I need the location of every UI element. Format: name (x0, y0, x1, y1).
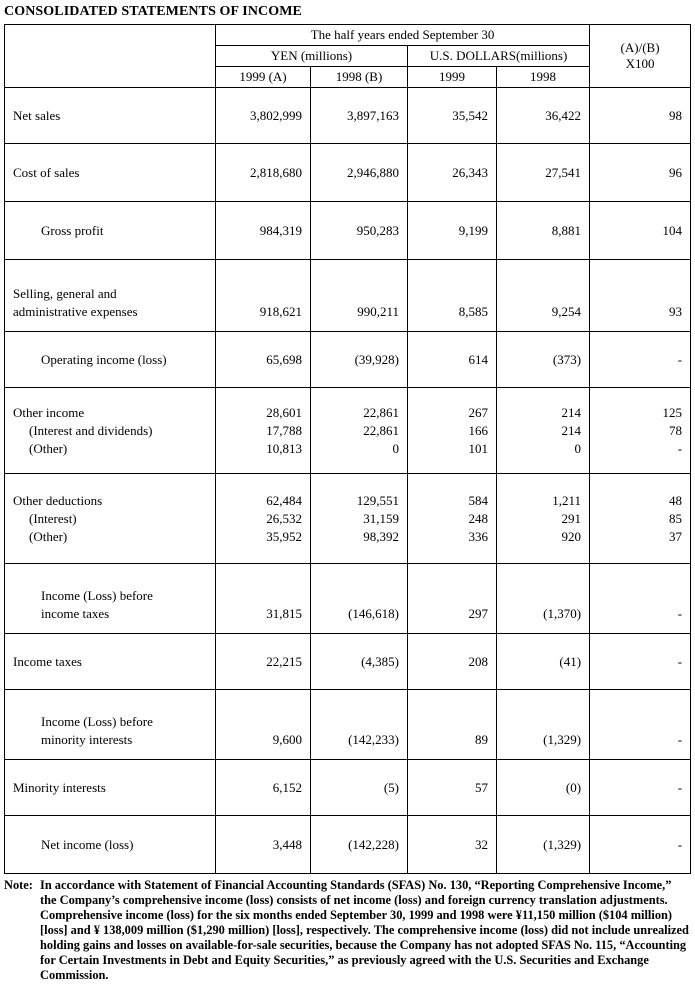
cell-yen1998 (311, 690, 408, 760)
cell-usd1998 (497, 474, 590, 564)
cell-value: 65,698 (266, 351, 302, 367)
cell-value: - (677, 440, 683, 456)
cell-ratio (590, 690, 691, 760)
cell-value: 26,532 (266, 510, 302, 526)
header-col-1998: 1998 (497, 67, 590, 88)
cell-value: 35,952 (266, 528, 302, 544)
cell-value: (0) (565, 779, 582, 795)
cell-usd1999 (408, 690, 497, 760)
table-row (5, 202, 691, 260)
cell-yen1998 (311, 202, 408, 260)
statement-title: CONSOLIDATED STATEMENTS OF INCOME (4, 4, 302, 19)
cell-value: 31,159 (363, 510, 399, 526)
cell-value: - (677, 606, 683, 621)
cell-value: 48 (669, 492, 683, 508)
table-row (5, 634, 691, 690)
cell-yen1998 (311, 760, 408, 816)
row-label-line: Minority interests (13, 779, 106, 795)
row-label-line: administrative expenses (13, 304, 138, 319)
table-row (5, 388, 691, 474)
row-label-line: Net income (loss) (41, 836, 134, 852)
cell-yen1999 (216, 202, 311, 260)
cell-ratio (590, 760, 691, 816)
cell-value: 214 (561, 422, 582, 438)
cell-yen1999 (216, 144, 311, 202)
row-label (5, 634, 216, 690)
header-yen: YEN (millions) (216, 46, 408, 67)
cell-value: 28,601 (266, 404, 302, 420)
cell-usd1999 (408, 474, 497, 564)
row-label-line: (Interest) (29, 510, 77, 526)
cell-value: 22,215 (266, 653, 302, 669)
cell-value: - (677, 779, 683, 795)
cell-value: 9,600 (272, 732, 302, 747)
cell-value: - (677, 732, 683, 747)
row-label-line: minority interests (41, 732, 133, 747)
cell-value: 166 (468, 422, 488, 438)
cell-value: 6,152 (272, 779, 302, 795)
cell-usd1998 (497, 88, 590, 144)
cell-value: 31,815 (266, 606, 302, 621)
footnote (4, 878, 690, 983)
cell-value: 93 (669, 304, 683, 319)
cell-value: 85 (669, 510, 683, 526)
row-label (5, 144, 216, 202)
row-label-line: Income (Loss) before (41, 588, 153, 603)
row-label-line: Other deductions (13, 492, 103, 508)
row-label (5, 760, 216, 816)
cell-yen1998 (311, 144, 408, 202)
row-label-line: Income taxes (13, 653, 82, 669)
cell-ratio (590, 144, 691, 202)
row-label-line: Income (Loss) before (41, 714, 153, 729)
cell-value: 2,818,680 (250, 164, 302, 180)
header-ratio-line2: X100 (625, 56, 655, 71)
cell-yen1999 (216, 634, 311, 690)
table-row (5, 690, 691, 760)
cell-ratio (590, 634, 691, 690)
cell-value: 22,861 (363, 404, 399, 420)
cell-value: - (677, 351, 683, 367)
header-usd: U.S. DOLLARS(millions) (408, 46, 590, 67)
cell-usd1999 (408, 144, 497, 202)
cell-ratio (590, 816, 691, 874)
cell-value: 17,788 (266, 422, 302, 438)
row-label (5, 564, 216, 634)
cell-value: 9,254 (551, 304, 582, 319)
cell-value: 8,881 (551, 222, 582, 238)
cell-value: 2,946,880 (347, 164, 399, 180)
table-row (5, 474, 691, 564)
cell-value: 98 (669, 107, 683, 123)
cell-value: (142,228) (348, 836, 399, 852)
header-period: The half years ended September 30 (216, 25, 590, 46)
cell-value: 37 (669, 528, 683, 544)
cell-value: 990,211 (357, 304, 399, 319)
cell-value: 208 (468, 653, 488, 669)
cell-value: - (677, 836, 683, 852)
footnote-text: In accordance with Statement of Financial Accounting Standards (SFAS) No. 130, “Reporting Comprehensive Income,” the Company’s comprehensive income (loss) consists of net income (loss) and foreign currency translation adjustments. Comprehensive income (loss) for the six months ended September 30, 1999 and 1998 were ¥11,150 million ($104 million) [loss] and ¥ 138,009 million ($1,290 million) [loss], respectively. The comprehensive income (loss) did not include unrealized holding gains and losses on available-for-sale securities, because the Company has not adopted SFAS No. 115, “Accounting for Certain Investments in Debt and Equity Securities,” as previously agreed with the U.S. Securities and Exchange Commission. (40, 878, 689, 982)
table-row (5, 564, 691, 634)
footnote-lead: Note: (4, 878, 33, 892)
cell-yen1998 (311, 634, 408, 690)
cell-usd1998 (497, 388, 590, 474)
cell-value: 248 (468, 510, 488, 526)
cell-usd1998 (497, 144, 590, 202)
cell-value: 3,802,999 (250, 107, 302, 123)
cell-value: (142,233) (348, 732, 399, 747)
cell-value: 291 (561, 510, 582, 526)
cell-value: 26,343 (452, 164, 488, 180)
cell-ratio (590, 474, 691, 564)
cell-value: (1,329) (543, 836, 582, 852)
cell-usd1999 (408, 816, 497, 874)
row-label-line: (Other) (29, 528, 68, 544)
cell-yen1999 (216, 474, 311, 564)
cell-yen1999 (216, 388, 311, 474)
cell-value: 267 (468, 404, 488, 420)
cell-value: 22,861 (363, 422, 399, 438)
cell-value: 36,422 (545, 107, 582, 123)
cell-value: (4,385) (361, 653, 399, 669)
cell-usd1998 (497, 690, 590, 760)
cell-usd1998 (497, 564, 590, 634)
cell-value: 336 (468, 528, 488, 544)
row-label (5, 88, 216, 144)
row-label-line: income taxes (41, 606, 110, 621)
cell-value: 101 (468, 440, 488, 456)
cell-yen1999 (216, 260, 311, 332)
cell-value: 10,813 (266, 440, 302, 456)
row-label-line: Selling, general and (13, 286, 117, 301)
cell-value: 584 (468, 492, 488, 508)
table-row (5, 332, 691, 388)
cell-value: 96 (669, 164, 683, 180)
row-label (5, 332, 216, 388)
row-label-line: Operating income (loss) (41, 351, 167, 367)
row-label (5, 474, 216, 564)
cell-ratio (590, 332, 691, 388)
cell-usd1999 (408, 564, 497, 634)
row-label (5, 260, 216, 332)
table-row (5, 760, 691, 816)
cell-yen1998 (311, 816, 408, 874)
cell-value: (5) (383, 779, 399, 795)
cell-yen1999 (216, 564, 311, 634)
cell-yen1998 (311, 88, 408, 144)
row-label (5, 388, 216, 474)
row-label-line: Cost of sales (13, 164, 80, 180)
cell-usd1999 (408, 202, 497, 260)
cell-value: 32 (475, 836, 488, 852)
cell-ratio (590, 388, 691, 474)
cell-yen1999 (216, 88, 311, 144)
cell-value: 98,392 (363, 528, 399, 544)
cell-value: (1,329) (543, 732, 582, 747)
cell-yen1999 (216, 760, 311, 816)
cell-yen1999 (216, 332, 311, 388)
cell-value: 89 (475, 732, 488, 747)
row-label (5, 690, 216, 760)
cell-usd1998 (497, 332, 590, 388)
cell-usd1999 (408, 88, 497, 144)
cell-value: 0 (574, 440, 582, 456)
cell-value: (41) (559, 653, 582, 669)
cell-usd1998 (497, 760, 590, 816)
cell-value: (1,370) (543, 606, 582, 621)
cell-value: 950,283 (356, 222, 399, 238)
header-col-1999a: 1999 (A) (216, 67, 311, 88)
cell-value: 125 (662, 404, 683, 420)
cell-usd1999 (408, 388, 497, 474)
cell-yen1998 (311, 260, 408, 332)
cell-usd1998 (497, 260, 590, 332)
cell-value: 214 (561, 404, 582, 420)
table-row (5, 88, 691, 144)
row-label-line: (Other) (29, 440, 68, 456)
income-statement-table (4, 24, 691, 874)
cell-value: 35,542 (452, 107, 488, 123)
cell-usd1999 (408, 760, 497, 816)
cell-value: 297 (468, 606, 488, 621)
cell-value: 9,199 (458, 222, 488, 238)
table-row (5, 144, 691, 202)
cell-value: (146,618) (348, 606, 399, 621)
row-label (5, 816, 216, 874)
cell-value: 129,551 (356, 492, 399, 508)
cell-yen1999 (216, 816, 311, 874)
cell-value: 920 (561, 528, 582, 544)
cell-value: 0 (392, 440, 399, 456)
cell-value: (373) (552, 351, 582, 367)
cell-usd1999 (408, 634, 497, 690)
cell-value: 3,448 (272, 836, 302, 852)
cell-yen1998 (311, 564, 408, 634)
cell-yen1998 (311, 388, 408, 474)
row-label-line: Net sales (13, 107, 61, 123)
cell-value: 8,585 (458, 304, 488, 319)
cell-value: 614 (468, 351, 488, 367)
cell-value: 1,211 (552, 492, 582, 508)
cell-yen1998 (311, 474, 408, 564)
cell-value: 62,484 (266, 492, 302, 508)
cell-ratio (590, 202, 691, 260)
table-row (5, 816, 691, 874)
cell-yen1999 (216, 690, 311, 760)
cell-ratio (590, 88, 691, 144)
header-ratio-line1: (A)/(B) (620, 40, 660, 55)
cell-value: 3,897,163 (347, 107, 399, 123)
header-ratio (590, 25, 691, 88)
row-label (5, 202, 216, 260)
row-label-line: Gross profit (41, 222, 104, 238)
table-row (5, 260, 691, 332)
cell-ratio (590, 564, 691, 634)
cell-value: (39,928) (354, 351, 399, 367)
cell-ratio (590, 260, 691, 332)
cell-value: 57 (475, 779, 488, 795)
cell-value: 984,319 (259, 222, 302, 238)
cell-value: 27,541 (545, 164, 582, 180)
cell-value: 78 (669, 422, 683, 438)
header-blank-cell (5, 25, 216, 88)
cell-yen1998 (311, 332, 408, 388)
cell-usd1998 (497, 634, 590, 690)
cell-usd1998 (497, 202, 590, 260)
row-label-line: (Interest and dividends) (29, 422, 153, 438)
row-label-line: Other income (13, 404, 85, 420)
cell-usd1999 (408, 260, 497, 332)
cell-usd1998 (497, 816, 590, 874)
cell-value: 104 (662, 222, 683, 238)
cell-usd1999 (408, 332, 497, 388)
header-col-1999: 1999 (408, 67, 497, 88)
cell-value: 918,621 (259, 304, 302, 319)
header-col-1998b: 1998 (B) (311, 67, 408, 88)
cell-value: - (677, 653, 683, 669)
